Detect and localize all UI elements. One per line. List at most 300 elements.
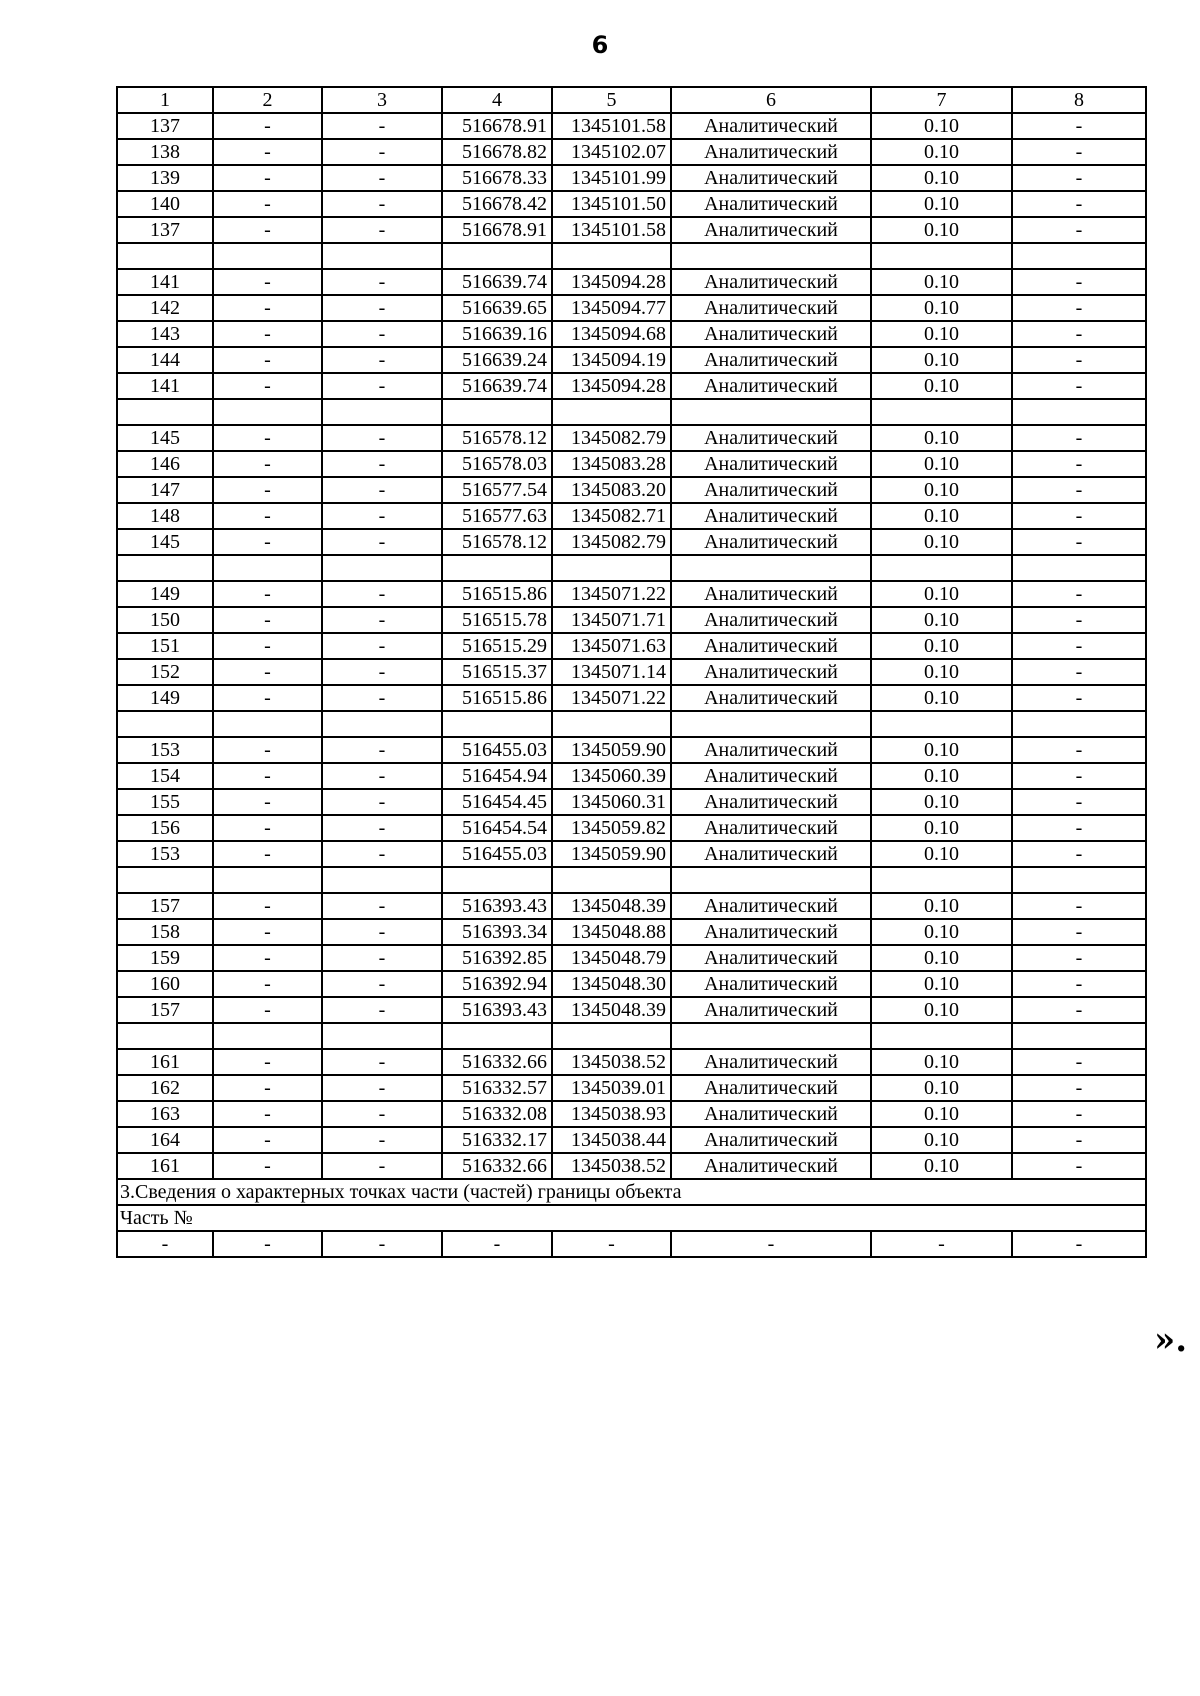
table-cell: - <box>1012 425 1146 451</box>
table-row <box>117 737 1146 763</box>
table-cell: Аналитический <box>671 165 871 191</box>
empty-cell <box>322 399 442 425</box>
table-row <box>117 607 1146 633</box>
table-cell: - <box>213 191 322 217</box>
table-cell: 516515.78 <box>442 607 552 633</box>
table-cell: Аналитический <box>671 425 871 451</box>
table-cell: - <box>213 971 322 997</box>
table-cell: 516639.65 <box>442 295 552 321</box>
table-cell: 1345060.39 <box>552 763 671 789</box>
part-row <box>117 1205 1146 1231</box>
table-cell: 150 <box>117 607 213 633</box>
table-cell: 156 <box>117 815 213 841</box>
table-cell: - <box>1012 113 1146 139</box>
table-cell: - <box>213 165 322 191</box>
table-cell: - <box>1012 607 1146 633</box>
table-cell: - <box>322 841 442 867</box>
table-cell: 1345071.14 <box>552 659 671 685</box>
table-cell: - <box>213 659 322 685</box>
empty-cell <box>671 399 871 425</box>
table-cell: - <box>213 503 322 529</box>
table-cell: Аналитический <box>671 763 871 789</box>
table-cell: - <box>1012 529 1146 555</box>
table-cell: 0.10 <box>871 789 1012 815</box>
table-cell: 0.10 <box>871 971 1012 997</box>
table-cell: - <box>671 1231 871 1257</box>
table-cell: - <box>213 139 322 165</box>
table-cell: 516515.86 <box>442 685 552 711</box>
table-cell: Аналитический <box>671 477 871 503</box>
table-cell: Аналитический <box>671 633 871 659</box>
table-cell: Аналитический <box>671 503 871 529</box>
table-cell: 1345094.19 <box>552 347 671 373</box>
table-cell: - <box>213 477 322 503</box>
table-cell: 140 <box>117 191 213 217</box>
table-cell: Аналитический <box>671 945 871 971</box>
table-cell: 1345048.79 <box>552 945 671 971</box>
table-cell: - <box>213 685 322 711</box>
table-cell: 1345059.90 <box>552 737 671 763</box>
table-cell: - <box>322 217 442 243</box>
table-cell: - <box>213 737 322 763</box>
empty-cell <box>117 867 213 893</box>
table-cell: - <box>213 1101 322 1127</box>
table-cell: 147 <box>117 477 213 503</box>
table-cell: 143 <box>117 321 213 347</box>
table-cell: - <box>1012 1127 1146 1153</box>
table-cell: - <box>1012 451 1146 477</box>
table-cell: 0.10 <box>871 945 1012 971</box>
table-cell: 0.10 <box>871 1101 1012 1127</box>
separator-row <box>117 243 1146 269</box>
table-cell: 1345038.52 <box>552 1153 671 1179</box>
empty-cell <box>1012 243 1146 269</box>
table-cell: - <box>322 165 442 191</box>
table-cell: - <box>213 113 322 139</box>
empty-cell <box>871 243 1012 269</box>
table-row <box>117 1127 1146 1153</box>
table-cell: Аналитический <box>671 919 871 945</box>
table-cell: Аналитический <box>671 295 871 321</box>
table-row <box>117 425 1146 451</box>
table-cell: - <box>1012 1153 1146 1179</box>
table-cell: - <box>1012 789 1146 815</box>
table-row <box>117 1075 1146 1101</box>
table-cell: - <box>322 451 442 477</box>
empty-cell <box>871 555 1012 581</box>
table-cell: 0.10 <box>871 269 1012 295</box>
table-cell: - <box>1012 191 1146 217</box>
empty-cell <box>1012 1023 1146 1049</box>
column-header: 5 <box>552 87 671 113</box>
part-label: Часть № <box>117 1205 1146 1231</box>
table-cell: - <box>213 789 322 815</box>
table-cell: - <box>213 373 322 399</box>
table-cell: 516332.66 <box>442 1153 552 1179</box>
table-cell: 516455.03 <box>442 737 552 763</box>
table-row <box>117 1153 1146 1179</box>
table-cell: Аналитический <box>671 373 871 399</box>
table-cell: 1345094.28 <box>552 373 671 399</box>
empty-cell <box>1012 711 1146 737</box>
table-cell: - <box>213 321 322 347</box>
column-header: 8 <box>1012 87 1146 113</box>
table-row <box>117 217 1146 243</box>
empty-cell <box>213 1023 322 1049</box>
table-cell: 0.10 <box>871 1075 1012 1101</box>
table-cell: 152 <box>117 659 213 685</box>
table-cell: Аналитический <box>671 321 871 347</box>
table-cell: 0.10 <box>871 321 1012 347</box>
empty-cell <box>552 555 671 581</box>
table-cell: 516332.17 <box>442 1127 552 1153</box>
table-cell: - <box>1012 1231 1146 1257</box>
separator-row <box>117 867 1146 893</box>
table-cell: - <box>322 347 442 373</box>
empty-cell <box>213 243 322 269</box>
table-row <box>117 503 1146 529</box>
table-cell: - <box>213 815 322 841</box>
table-cell: - <box>117 1231 213 1257</box>
coordinates-table <box>116 86 1147 1258</box>
table-row <box>117 945 1146 971</box>
empty-cell <box>322 867 442 893</box>
table-cell: 1345083.20 <box>552 477 671 503</box>
table-cell: 0.10 <box>871 1153 1012 1179</box>
table-cell: 0.10 <box>871 737 1012 763</box>
table-cell: 148 <box>117 503 213 529</box>
table-cell: Аналитический <box>671 1153 871 1179</box>
table-cell: 516454.45 <box>442 789 552 815</box>
table-cell: - <box>1012 815 1146 841</box>
table-cell: 1345082.79 <box>552 425 671 451</box>
table-cell: - <box>322 1153 442 1179</box>
table-cell: Аналитический <box>671 607 871 633</box>
table-cell: 1345094.68 <box>552 321 671 347</box>
table-row <box>117 165 1146 191</box>
table-cell: 516577.54 <box>442 477 552 503</box>
table-cell: 1345101.50 <box>552 191 671 217</box>
table-cell: Аналитический <box>671 529 871 555</box>
table-cell: 516515.37 <box>442 659 552 685</box>
table-cell: 1345038.93 <box>552 1101 671 1127</box>
table-cell: - <box>1012 945 1146 971</box>
table-cell: 0.10 <box>871 217 1012 243</box>
table-cell: - <box>213 763 322 789</box>
table-cell: - <box>322 919 442 945</box>
table-cell: 1345071.71 <box>552 607 671 633</box>
table-row <box>117 971 1146 997</box>
empty-cell <box>442 867 552 893</box>
table-cell: 0.10 <box>871 841 1012 867</box>
table-cell: - <box>1012 347 1146 373</box>
table-cell: 1345102.07 <box>552 139 671 165</box>
table-cell: 516393.34 <box>442 919 552 945</box>
table-cell: 1345059.90 <box>552 841 671 867</box>
footer-row <box>117 1231 1146 1257</box>
table-row <box>117 685 1146 711</box>
column-header: 2 <box>213 87 322 113</box>
table-cell: - <box>322 971 442 997</box>
table-cell: 149 <box>117 581 213 607</box>
table-cell: - <box>322 633 442 659</box>
table-cell: - <box>1012 321 1146 347</box>
table-cell: 0.10 <box>871 763 1012 789</box>
table-cell: - <box>1012 477 1146 503</box>
table-row <box>117 191 1146 217</box>
empty-cell <box>117 243 213 269</box>
table-cell: 1345101.58 <box>552 113 671 139</box>
empty-cell <box>671 243 871 269</box>
table-cell: 516455.03 <box>442 841 552 867</box>
table-cell: Аналитический <box>671 581 871 607</box>
table-cell: 144 <box>117 347 213 373</box>
empty-cell <box>442 399 552 425</box>
table-row <box>117 373 1146 399</box>
table-cell: Аналитический <box>671 841 871 867</box>
empty-cell <box>871 399 1012 425</box>
table-row <box>117 295 1146 321</box>
table-row <box>117 139 1146 165</box>
table-cell: 516578.12 <box>442 425 552 451</box>
closing-quote: ». <box>1154 1320 1188 1360</box>
table-cell: 160 <box>117 971 213 997</box>
table-cell: 516678.33 <box>442 165 552 191</box>
table-cell: - <box>213 997 322 1023</box>
table-cell: Аналитический <box>671 815 871 841</box>
table-cell: 159 <box>117 945 213 971</box>
table-cell: - <box>1012 633 1146 659</box>
table-cell: 516515.29 <box>442 633 552 659</box>
table-cell: Аналитический <box>671 1049 871 1075</box>
table-cell: - <box>1012 139 1146 165</box>
table-cell: 141 <box>117 373 213 399</box>
table-cell: - <box>322 685 442 711</box>
table-cell: - <box>1012 1075 1146 1101</box>
table-cell: 516454.54 <box>442 815 552 841</box>
table-cell: - <box>213 451 322 477</box>
table-cell: Аналитический <box>671 789 871 815</box>
table-row <box>117 789 1146 815</box>
table-cell: 153 <box>117 841 213 867</box>
table-row <box>117 477 1146 503</box>
table-cell: 0.10 <box>871 1127 1012 1153</box>
table-cell: - <box>871 1231 1012 1257</box>
table-cell: 516454.94 <box>442 763 552 789</box>
table-cell: 516639.74 <box>442 373 552 399</box>
table-cell: 516392.85 <box>442 945 552 971</box>
table-cell: - <box>1012 269 1146 295</box>
table-cell: - <box>322 529 442 555</box>
table-cell: 139 <box>117 165 213 191</box>
table-cell: - <box>322 1101 442 1127</box>
empty-cell <box>117 399 213 425</box>
table-row <box>117 763 1146 789</box>
table-cell: 516332.57 <box>442 1075 552 1101</box>
table-cell: 154 <box>117 763 213 789</box>
table-cell: 516678.91 <box>442 217 552 243</box>
empty-cell <box>117 1023 213 1049</box>
table-cell: Аналитический <box>671 971 871 997</box>
table-cell: 145 <box>117 529 213 555</box>
table-cell: Аналитический <box>671 1101 871 1127</box>
table-cell: - <box>322 1049 442 1075</box>
table-cell: - <box>322 477 442 503</box>
empty-cell <box>322 1023 442 1049</box>
table-cell: 0.10 <box>871 607 1012 633</box>
separator-row <box>117 1023 1146 1049</box>
table-cell: 0.10 <box>871 815 1012 841</box>
table-cell: 0.10 <box>871 477 1012 503</box>
table-cell: 516515.86 <box>442 581 552 607</box>
table-cell: - <box>1012 503 1146 529</box>
table-cell: 516332.08 <box>442 1101 552 1127</box>
empty-cell <box>871 1023 1012 1049</box>
table-cell: 151 <box>117 633 213 659</box>
table-cell: 516678.91 <box>442 113 552 139</box>
table-cell: Аналитический <box>671 659 871 685</box>
table-cell: 516393.43 <box>442 893 552 919</box>
table-cell: - <box>322 1075 442 1101</box>
table-cell: - <box>322 1231 442 1257</box>
table-row <box>117 269 1146 295</box>
table-cell: Аналитический <box>671 191 871 217</box>
table-cell: - <box>322 269 442 295</box>
empty-cell <box>552 711 671 737</box>
table-row <box>117 815 1146 841</box>
table-cell: 1345048.30 <box>552 971 671 997</box>
page-number: 6 <box>591 31 609 59</box>
table-cell: - <box>213 633 322 659</box>
table-cell: - <box>322 737 442 763</box>
table-cell: - <box>1012 971 1146 997</box>
table-cell: 1345039.01 <box>552 1075 671 1101</box>
table-cell: 1345059.82 <box>552 815 671 841</box>
table-cell: - <box>213 945 322 971</box>
table-cell: - <box>322 607 442 633</box>
empty-cell <box>871 867 1012 893</box>
table-cell: - <box>1012 581 1146 607</box>
table-cell: 137 <box>117 217 213 243</box>
table-cell: 0.10 <box>871 165 1012 191</box>
table-row <box>117 581 1146 607</box>
table-cell: 0.10 <box>871 139 1012 165</box>
table-cell: - <box>322 139 442 165</box>
table-cell: 516678.42 <box>442 191 552 217</box>
table-cell: - <box>213 841 322 867</box>
table-cell: 1345048.88 <box>552 919 671 945</box>
empty-cell <box>213 399 322 425</box>
table-cell: - <box>1012 1101 1146 1127</box>
table-cell: 1345094.77 <box>552 295 671 321</box>
table-cell: 1345083.28 <box>552 451 671 477</box>
table-cell: - <box>1012 373 1146 399</box>
table-cell: 149 <box>117 685 213 711</box>
empty-cell <box>213 711 322 737</box>
table-row <box>117 841 1146 867</box>
table-cell: - <box>322 789 442 815</box>
table-cell: 0.10 <box>871 425 1012 451</box>
table-cell: 0.10 <box>871 919 1012 945</box>
table-cell: 0.10 <box>871 685 1012 711</box>
empty-cell <box>671 711 871 737</box>
table-cell: - <box>322 945 442 971</box>
table-cell: 516639.74 <box>442 269 552 295</box>
empty-cell <box>117 555 213 581</box>
table-cell: Аналитический <box>671 113 871 139</box>
empty-cell <box>871 711 1012 737</box>
empty-cell <box>671 867 871 893</box>
table-cell: - <box>213 425 322 451</box>
table-cell: 0.10 <box>871 581 1012 607</box>
column-header: 4 <box>442 87 552 113</box>
table-cell: Аналитический <box>671 269 871 295</box>
table-cell: 161 <box>117 1049 213 1075</box>
table-cell: Аналитический <box>671 217 871 243</box>
table-cell: 1345048.39 <box>552 997 671 1023</box>
table-cell: - <box>1012 217 1146 243</box>
empty-cell <box>1012 399 1146 425</box>
table-cell: - <box>213 1075 322 1101</box>
empty-cell <box>552 867 671 893</box>
table-cell: - <box>442 1231 552 1257</box>
section-title-row <box>117 1179 1146 1205</box>
empty-cell <box>322 555 442 581</box>
table-cell: 137 <box>117 113 213 139</box>
table-cell: - <box>213 1153 322 1179</box>
table-cell: 516393.43 <box>442 997 552 1023</box>
table-cell: 516577.63 <box>442 503 552 529</box>
table-cell: - <box>213 1231 322 1257</box>
table-cell: Аналитический <box>671 737 871 763</box>
table-cell: - <box>322 113 442 139</box>
table-cell: - <box>322 893 442 919</box>
table-cell: 155 <box>117 789 213 815</box>
table-row <box>117 633 1146 659</box>
empty-cell <box>552 243 671 269</box>
table-cell: 1345038.52 <box>552 1049 671 1075</box>
table-row <box>117 529 1146 555</box>
table-row <box>117 1101 1146 1127</box>
table-cell: 1345082.79 <box>552 529 671 555</box>
table-cell: - <box>1012 165 1146 191</box>
table-cell: - <box>213 893 322 919</box>
table-cell: 141 <box>117 269 213 295</box>
table-cell: - <box>1012 295 1146 321</box>
table-cell: - <box>213 919 322 945</box>
separator-row <box>117 399 1146 425</box>
table-cell: - <box>322 581 442 607</box>
table-cell: 1345101.99 <box>552 165 671 191</box>
empty-cell <box>322 243 442 269</box>
table-cell: 516578.12 <box>442 529 552 555</box>
column-header: 6 <box>671 87 871 113</box>
table-cell: 162 <box>117 1075 213 1101</box>
table-cell: 0.10 <box>871 659 1012 685</box>
empty-cell <box>442 1023 552 1049</box>
table-cell: 516639.24 <box>442 347 552 373</box>
table-cell: 1345060.31 <box>552 789 671 815</box>
table-cell: - <box>213 269 322 295</box>
table-cell: Аналитический <box>671 893 871 919</box>
table-cell: 0.10 <box>871 503 1012 529</box>
table-cell: 1345048.39 <box>552 893 671 919</box>
table-cell: - <box>1012 685 1146 711</box>
table-cell: 138 <box>117 139 213 165</box>
empty-cell <box>322 711 442 737</box>
empty-cell <box>117 711 213 737</box>
table-cell: 0.10 <box>871 633 1012 659</box>
